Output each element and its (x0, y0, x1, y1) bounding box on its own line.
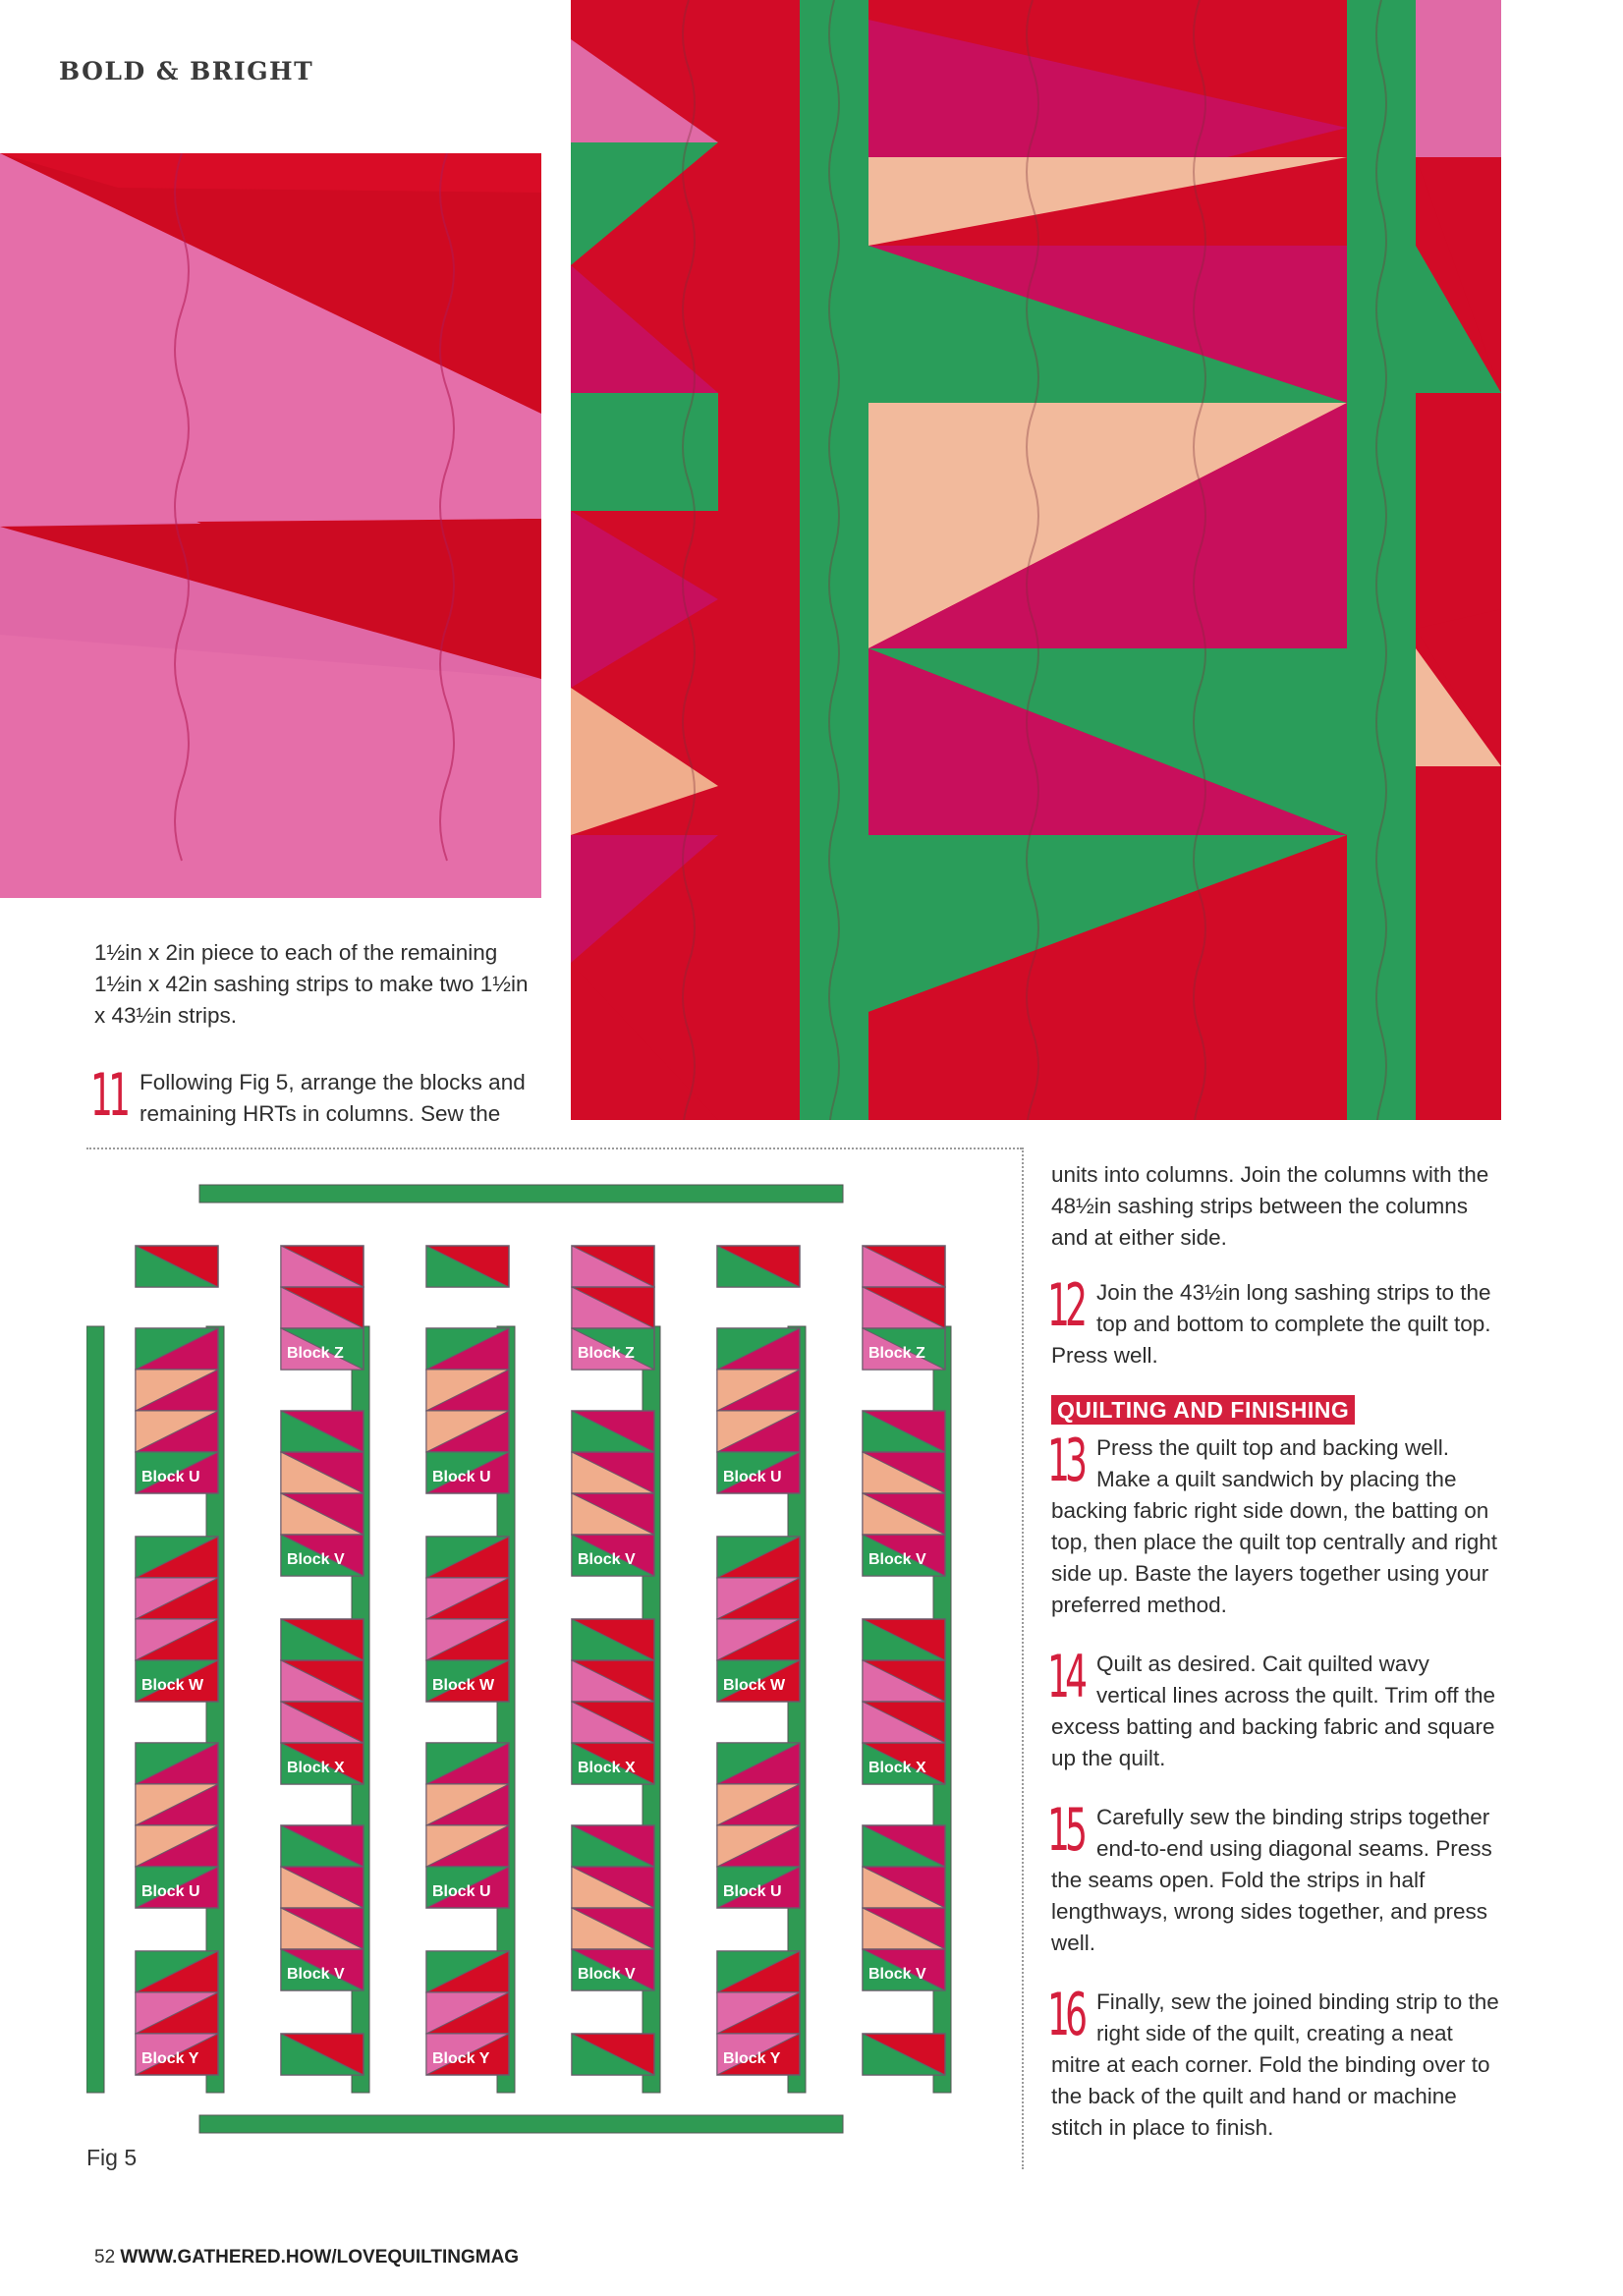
block-label: Block U (141, 1883, 200, 1900)
block-label: Block Z (287, 1345, 344, 1362)
step-13 (1047, 1427, 1503, 1621)
sashing-strip-vertical (86, 1326, 104, 2093)
intro-paragraph: 1½in x 2in piece to each of the remaining 1½in x 42in sashing strips to make two 1½in x 43½in strips. (94, 940, 529, 1028)
fig-5-diagram (86, 1169, 1022, 2142)
footer (94, 2247, 519, 2268)
step-11 (90, 1061, 541, 1130)
block-label: Block V (287, 1551, 345, 1568)
quilt-closeup-photo (0, 153, 541, 898)
block-label: Block Z (578, 1345, 635, 1362)
block-label: Block V (868, 1966, 926, 1983)
block-label: Block Z (868, 1345, 925, 1362)
block-label: Block Y (141, 2050, 199, 2067)
step-number: 14 (1047, 1643, 1084, 1711)
block-label: Block V (868, 1551, 926, 1568)
step-text: Following Fig 5, arrange the blocks and remaining HRTs in columns. Sew the (140, 1070, 526, 1126)
section-heading: QUILTING AND FINISHING (1051, 1395, 1355, 1425)
section-label: BOLD & BRIGHT (59, 57, 314, 85)
block-label: Block V (287, 1966, 345, 1983)
step-12 (1047, 1271, 1503, 1372)
block-label: Block W (723, 1677, 786, 1694)
step-16 (1047, 1981, 1503, 2144)
text-column (1047, 1159, 1503, 2144)
block-label: Block U (723, 1883, 782, 1900)
block-label: Block Y (723, 2050, 781, 2067)
step-number: 15 (1047, 1796, 1084, 1865)
block-label: Block U (432, 1883, 491, 1900)
block-label: Block V (578, 1966, 636, 1983)
block-label: Block X (287, 1760, 345, 1776)
block-label: Block Y (432, 2050, 490, 2067)
sashing-strip-top (199, 1185, 843, 1203)
step-text: Press the quilt top and backing well. Make a quilt sandwich by placing the backing fabric right side down, the batting on top, then place the quilt top centrally and right side up. Baste the layers together using your preferred method. (1051, 1435, 1498, 1617)
block-label: Block W (141, 1677, 204, 1694)
sashing-strip-bottom (199, 2115, 843, 2133)
block-label: Block U (723, 1469, 782, 1485)
divider (1022, 1148, 1024, 2169)
block-label: Block X (868, 1760, 926, 1776)
step-11-continued: units into columns. Join the columns with the 48½in sashing strips between the columns and at either side. (1051, 1162, 1489, 1250)
step-text: Join the 43½in long sashing strips to the top and bottom to complete the quilt top. Press well. (1051, 1280, 1491, 1368)
step-14 (1047, 1643, 1503, 1774)
block-label: Block W (432, 1677, 495, 1694)
divider (86, 1148, 1022, 1149)
step-15 (1047, 1796, 1503, 1959)
step-number: 13 (1047, 1427, 1084, 1495)
quilt-photo (571, 0, 1501, 1120)
figure-caption: Fig 5 (86, 2145, 138, 2170)
step-number: 12 (1047, 1271, 1084, 1340)
footer-url: WWW.GATHERED.HOW/LOVEQUILTINGMAG (120, 2247, 520, 2268)
step-text: Finally, sew the joined binding strip to the right side of the quilt, creating a neat mitre at each corner. Fold the binding over to the back of the quilt and hand or machine stitch in place to finish. (1051, 1989, 1499, 2140)
block-label: Block X (578, 1760, 636, 1776)
block-label: Block U (432, 1469, 491, 1485)
step-number: 11 (90, 1061, 127, 1130)
block-label: Block U (141, 1469, 200, 1485)
page-number: 52 (94, 2247, 116, 2268)
step-number: 16 (1047, 1981, 1084, 2049)
step-text: Quilt as desired. Cait quilted wavy vertical lines across the quilt. Trim off the excess batting and backing fabric and square up the quilt. (1051, 1652, 1495, 1770)
step-text: Carefully sew the binding strips together end-to-end using diagonal seams. Press the seams open. Fold the strips in half lengthways, wrong sides together, and press well. (1051, 1805, 1492, 1955)
block-label: Block V (578, 1551, 636, 1568)
